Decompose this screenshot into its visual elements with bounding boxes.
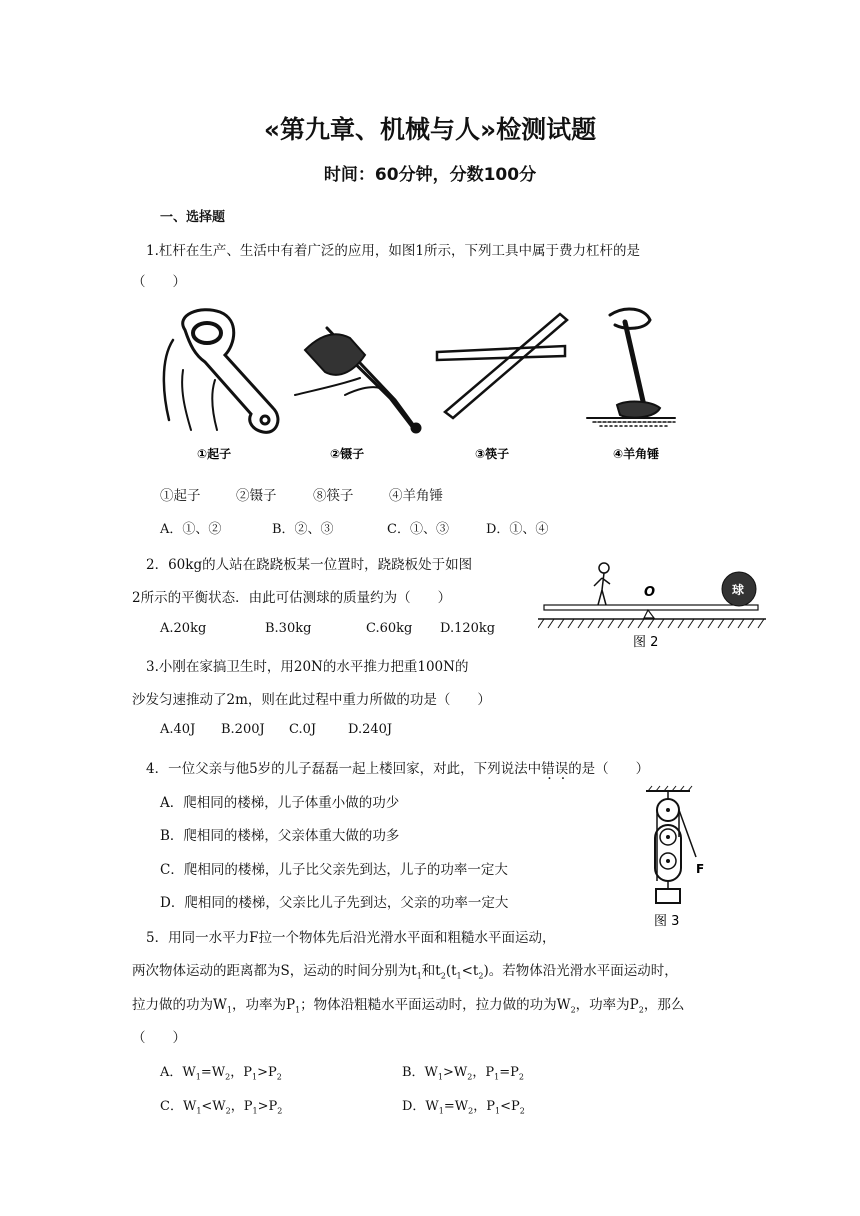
figure-2-label: 图 2 <box>633 635 659 650</box>
q3-option-a: A.40J <box>160 722 196 737</box>
q5-c-pre: C．W <box>160 1099 197 1114</box>
q1-caption-opener: ①起子 <box>160 488 201 504</box>
q5-b-pre: B．W <box>402 1065 438 1080</box>
q5-a-mid3: >P <box>257 1065 277 1080</box>
sub-p1: 1 <box>295 1005 301 1015</box>
q4-option-a: A．爬相同的楼梯，儿子体重小做的功少 <box>160 795 400 811</box>
q5-b-mid2: ，P <box>472 1065 495 1080</box>
sub-t1b: 1 <box>456 971 462 981</box>
q5-text-line2 <box>132 959 678 981</box>
q4-option-b: B．爬相同的楼梯，父亲体重大做的功多 <box>160 828 400 844</box>
q5-d-sub1: 1 <box>438 1106 444 1116</box>
q5-c-sub2: 2 <box>225 1106 231 1116</box>
q5-l2-c: (t <box>445 963 457 979</box>
q1-caption-hammer: ④羊角锤 <box>389 488 443 504</box>
sub-t2: 2 <box>440 971 446 981</box>
q5-option-a <box>160 1061 282 1082</box>
q5-text-line1: 5．用同一水平力F拉一个物体先后沿光滑水平面和粗糙水平面运动， <box>146 930 556 946</box>
load-block <box>656 889 680 903</box>
q5-a-sub1: 1 <box>195 1072 201 1082</box>
q5-d-mid2: ，P <box>473 1099 495 1114</box>
q5-text-line4: （ ） <box>132 1030 186 1046</box>
q1-option-a: A．①、② <box>160 522 222 537</box>
pivot-label: O <box>644 585 656 600</box>
q5-d-mid1: =W <box>443 1099 469 1114</box>
q5-l3-a: 拉力做的功为W <box>132 997 227 1013</box>
sub-p2: 2 <box>638 1005 644 1015</box>
q4-text-pre: 4．一位父亲与他5岁的儿子磊磊一起上楼回家，对此，下列说法中 <box>146 761 542 777</box>
q3-option-b: B.200J <box>221 722 265 737</box>
q5-b-sub3: 1 <box>494 1072 500 1082</box>
page-title: «第九章、机械与人»检测试题 <box>263 115 597 144</box>
ball-label: 球 <box>732 583 745 597</box>
q3-text-line1: 3.小刚在家搞卫生时，用20N的水平推力把重100N的 <box>146 659 469 675</box>
q5-a-mid1: =W <box>200 1065 226 1080</box>
figure-caption-4: ④羊角锤 <box>613 447 660 461</box>
q4-text-post: 的是（ ） <box>568 761 650 777</box>
q1-caption-chopsticks: ⑧筷子 <box>313 488 354 504</box>
q2-option-a: A.20kg <box>160 621 207 636</box>
figure-3-label: 图 3 <box>654 914 680 929</box>
q4-option-c: C．爬相同的楼梯，儿子比父亲先到达，儿子的功率一定大 <box>160 862 508 878</box>
q4-emphasis-2: 误 <box>554 761 569 777</box>
q2-option-c: C.60kg <box>366 621 413 636</box>
q5-l2-e: )。若物体沿光滑水平面运动时， <box>483 963 678 979</box>
q5-d-sub2: 2 <box>468 1106 474 1116</box>
q2-option-d: D.120kg <box>440 621 496 636</box>
q4-text-line1 <box>146 757 649 777</box>
ground-hatch <box>538 619 764 628</box>
q2-option-b: B.30kg <box>265 621 312 636</box>
q1-option-c: C．①、③ <box>387 522 449 537</box>
q5-d-sub3: 1 <box>495 1106 501 1116</box>
q4-option-d: D．爬相同的楼梯，父亲比儿子先到达，父亲的功率一定大 <box>160 895 509 911</box>
q5-l2-a: 两次物体运动的距离都为S，运动的时间分别为t <box>132 963 417 979</box>
q3-option-d: D.240J <box>348 722 393 737</box>
sub-t1: 1 <box>416 971 422 981</box>
bottle-opener-illustration <box>164 310 278 433</box>
force-label: F <box>696 862 705 876</box>
figure-2-seesaw <box>538 556 778 652</box>
q2-text-line1: 2．60kg的人站在跷跷板某一位置时，跷跷板处于如图 <box>146 557 473 573</box>
q5-l3-d: ，功率为P <box>575 997 639 1013</box>
q1-text-line1: 1.杠杆在生产、生活中有着广泛的应用，如图1所示，下列工具中属于费力杠杆的是 <box>146 243 640 259</box>
q5-d-mid3: <P <box>500 1099 520 1114</box>
q3-option-c: C.0J <box>289 722 317 737</box>
q5-c-mid3: >P <box>257 1099 278 1114</box>
q5-a-sub4: 2 <box>276 1072 282 1082</box>
q5-text-line3 <box>132 993 684 1015</box>
figure-3-pulley <box>638 785 718 935</box>
sub-w1: 1 <box>226 1005 232 1015</box>
q3-text-line2: 沙发匀速推动了2m，则在此过程中重力所做的功是（ ） <box>132 692 491 708</box>
q5-option-d <box>402 1095 525 1116</box>
q5-c-sub1: 1 <box>196 1106 202 1116</box>
q5-b-mid3: =P <box>499 1065 519 1080</box>
q5-a-sub2: 2 <box>225 1072 231 1082</box>
q5-c-mid2: ，P <box>230 1099 253 1114</box>
sub-w2: 2 <box>570 1005 576 1015</box>
q5-d-sub4: 2 <box>519 1106 525 1116</box>
q5-a-pre: A．W <box>160 1065 196 1080</box>
q5-l3-e: ，那么 <box>643 997 685 1013</box>
q1-text-line2: （ ） <box>132 274 186 290</box>
claw-hammer-illustration <box>587 309 675 426</box>
q5-b-sub4: 2 <box>518 1072 524 1082</box>
q1-caption-tweezers: ②镊子 <box>236 488 277 504</box>
q5-c-sub4: 2 <box>277 1106 283 1116</box>
q5-l2-d: <t <box>461 963 479 979</box>
q5-b-sub1: 1 <box>437 1072 444 1082</box>
q1-option-b: B．②、③ <box>272 522 334 537</box>
q5-option-c <box>160 1095 282 1116</box>
chopsticks-illustration <box>437 314 567 418</box>
q5-b-mid1: >W <box>443 1065 468 1080</box>
q5-c-sub3: 1 <box>252 1106 258 1116</box>
figure-caption-2: ②镊子 <box>330 447 365 461</box>
q5-a-mid2: ，P <box>230 1065 252 1080</box>
q5-a-sub3: 1 <box>251 1072 258 1082</box>
q5-option-b <box>402 1061 524 1082</box>
pivot-fulcrum <box>644 610 654 618</box>
sub-t2b: 2 <box>478 971 484 981</box>
figure-1-tools <box>155 300 685 470</box>
figure-caption-1: ①起子 <box>197 447 232 461</box>
page-subtitle: 时间：60分钟，分数100分 <box>323 165 537 185</box>
seesaw-board <box>544 605 758 610</box>
q1-option-d: D．①、④ <box>486 522 549 537</box>
q2-text-line2: 2所示的平衡状态．由此可估测球的质量约为（ ） <box>132 590 452 606</box>
q5-l2-b: 和t <box>421 963 441 979</box>
figure-caption-3: ③筷子 <box>475 447 510 461</box>
stick-figure <box>594 563 610 605</box>
q4-emphasis-1: 错 <box>541 761 555 777</box>
q5-b-sub2: 2 <box>467 1072 473 1082</box>
q5-l3-c: ；物体沿粗糙水平面运动时，拉力做的功为W <box>300 997 571 1013</box>
q5-l3-b: ，功率为P <box>231 997 296 1013</box>
q5-c-mid1: <W <box>201 1099 226 1114</box>
tweezers-illustration <box>295 328 420 432</box>
section-heading: 一、选择题 <box>160 210 226 225</box>
q5-d-pre: D．W <box>402 1099 439 1114</box>
